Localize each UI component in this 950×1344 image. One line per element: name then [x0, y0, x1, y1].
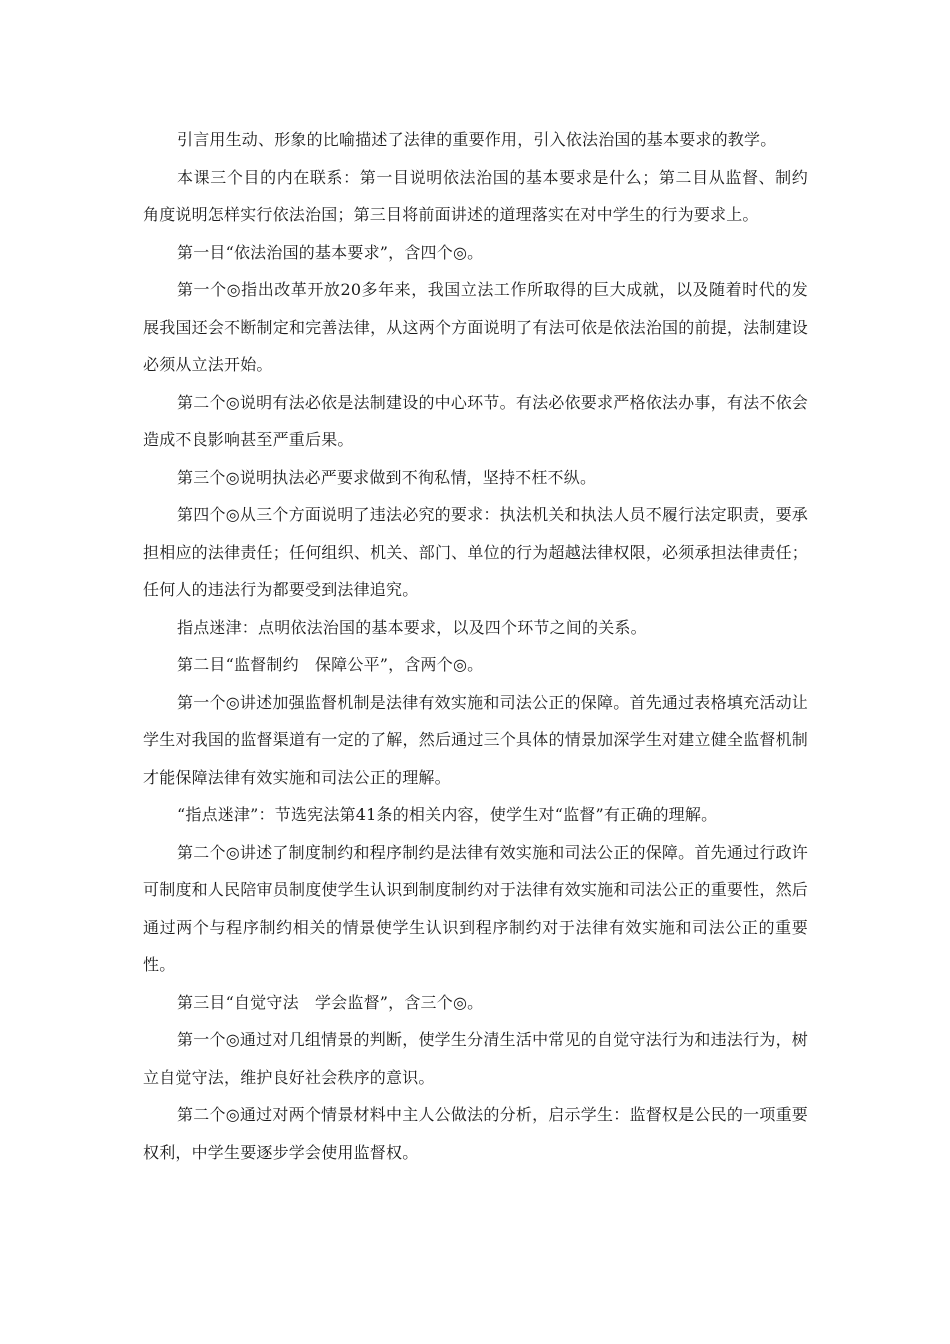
- paragraph-section-2-point-1: 第一个◎讲述加强监督机制是法律有效实施和司法公正的保障。首先通过表格填充活动让学生对我国的监督渠道有一定的了解，然后通过三个具体的情景加深学生对建立健全监督机制才能保障法律有效实施和司法公正的理解。: [143, 692, 808, 787]
- paragraph-section-2-point-2: 第二个◎讲述了制度制约和程序制约是法律有效实施和司法公正的保障。首先通过行政许可制度和人民陪审员制度使学生认识到制度制约对于法律有效实施和司法公正的重要性，然后通过两个与程序制约相关的情景使学生认识到程序制约对于法律有效实施和司法公正的重要性。: [143, 842, 808, 974]
- paragraph-lesson-structure: 本课三个目的内在联系：第一目说明依法治国的基本要求是什么；第二目从监督、制约角度说明怎样实行依法治国；第三目将前面讲述的道理落实在对中学生的行为要求上。: [143, 167, 808, 224]
- paragraph-section-1-point-3: 第三个◎说明执法必严要求做到不徇私情，坚持不枉不纵。: [177, 467, 597, 487]
- paragraph-section-1-point-2: 第二个◎说明有法必依是法制建设的中心环节。有法必依要求严格依法办事，有法不依会造成不良影响甚至严重后果。: [143, 392, 808, 449]
- paragraph-section-3-heading: 第三目“自觉守法 学会监督”，含三个◎。: [177, 992, 484, 1012]
- paragraph-section-1-heading: 第一目“依法治国的基本要求”，含四个◎。: [177, 242, 484, 262]
- paragraph-section-3-point-2: 第二个◎通过对两个情景材料中主人公做法的分析，启示学生：监督权是公民的一项重要权利，中学生要逐步学会使用监督权。: [143, 1105, 808, 1162]
- paragraph-section-1-tip: 指点迷津：点明依法治国的基本要求，以及四个环节之间的关系。: [177, 617, 647, 637]
- paragraph-section-2-tip: “指点迷津”：节选宪法第41条的相关内容，使学生对“监督”有正确的理解。: [177, 805, 718, 824]
- paragraph-section-3-point-1: 第一个◎通过对几组情景的判断，使学生分清生活中常见的自觉守法行为和违法行为，树立自觉守法，维护良好社会秩序的意识。: [143, 1030, 808, 1087]
- paragraph-section-1-point-1: 第一个◎指出改革开放20多年来，我国立法工作所取得的巨大成就，以及随着时代的发展我国还会不断制定和完善法律，从这两个方面说明了有法可依是依法治国的前提，法制建设必须从立法开始。: [143, 280, 808, 374]
- document-body: [143, 121, 808, 1171]
- paragraph-section-1-point-4: 第四个◎从三个方面说明了违法必究的要求：执法机关和执法人员不履行法定职责，要承担相应的法律责任；任何组织、机关、部门、单位的行为超越法律权限，必须承担法律责任；任何人的违法行为都要受到法律追究。: [143, 505, 808, 599]
- paragraph-section-2-heading: 第二目“监督制约 保障公平”，含两个◎。: [177, 655, 484, 674]
- paragraph-intro: 引言用生动、形象的比喻描述了法律的重要作用，引入依法治国的基本要求的教学。: [177, 130, 777, 149]
